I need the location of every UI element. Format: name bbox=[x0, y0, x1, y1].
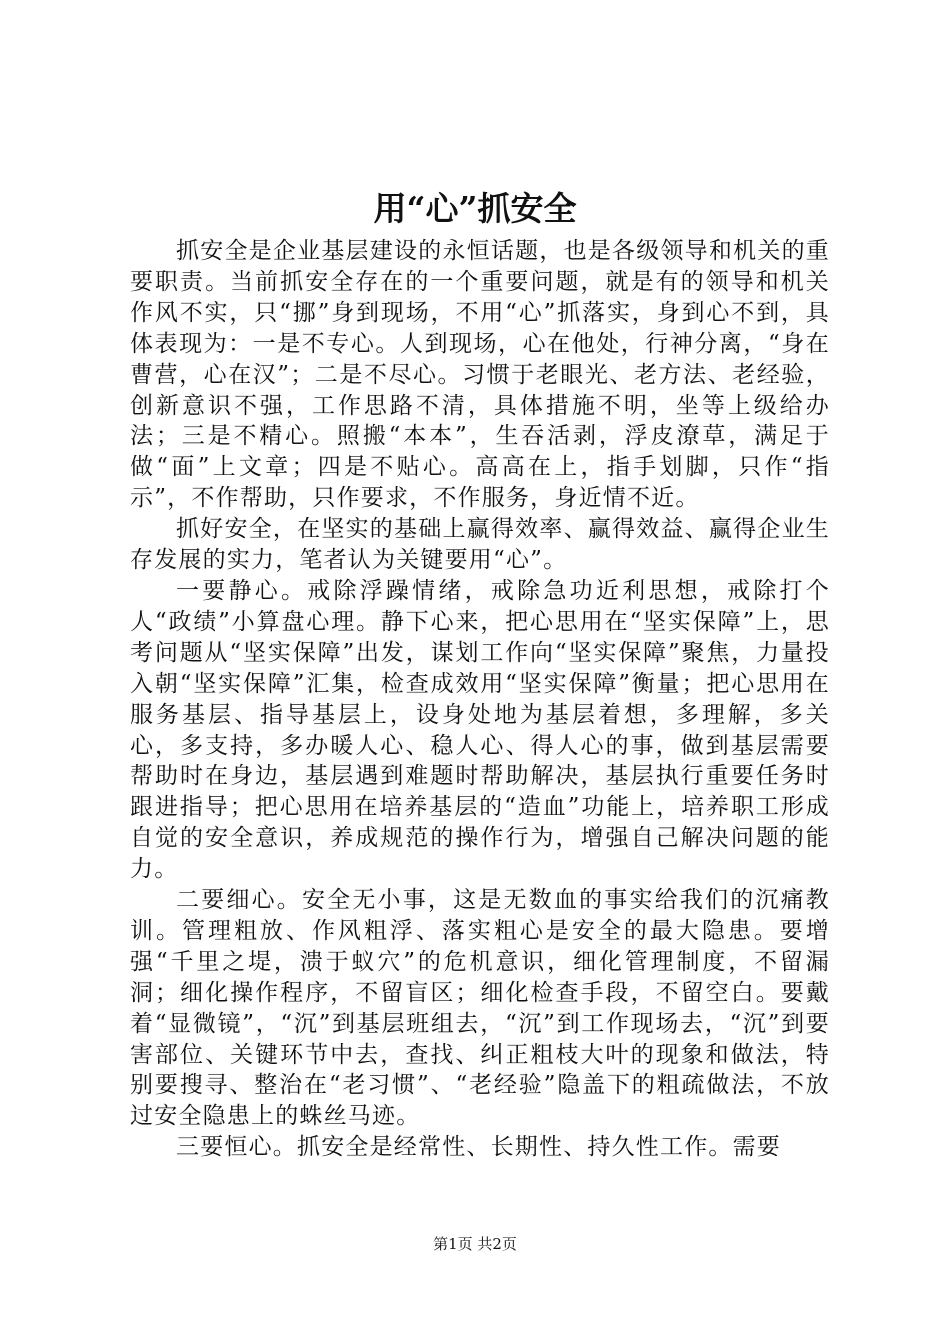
document-body bbox=[130, 236, 830, 1163]
paragraph-careful-mind: 二要细心。安全无小事，这是无数血的事实给我们的沉痛教训。管理粗放、作风粗浮、落实粗心是安全的最大隐患。要增强“千里之堤，溃于蚁穴”的危机意识，细化管理制度，不留漏洞；细化操作程序，不留盲区；细化检查手段，不留空白。要戴着“显微镜”，“沉”到基层班组去，“沉”到工作现场去，“沉”到要害部位、关键环节中去，查找、纠正粗枝大叶的现象和做法，特别要搜寻、整治在“老习惯”、“老经验”隐盖下的粗疏做法，不放过安全隐患上的蛛丝马迹。 bbox=[130, 887, 830, 1130]
paragraph-persistent-mind: 三要恒心。抓安全是经常性、长期性、持久性工作。需要 bbox=[176, 1134, 781, 1161]
paragraph-calm-mind: 一要静心。戒除浮躁情绪，戒除急功近利思想，戒除打个人“政绩”小算盘心理。静下心来，把心思用在“坚实保障”上，思考问题从“坚实保障”出发，谋划工作向“坚实保障”聚焦，力量投入朝“坚实保障”汇集，检查成效用“坚实保障”衡量；把心思用在服务基层、指导基层上，设身处地为基层着想，多理解，多关心，多支持，多办暖人心、稳人心、得人心的事，做到基层需要帮助时在身边，基层遇到难题时帮助解决，基层执行重要任务时跟进指导；把心思用在培养基层的“造血”功能上，培养职工形成自觉的安全意识，养成规范的操作行为，增强自己解决问题的能力。 bbox=[130, 577, 830, 883]
paragraph-thesis: 抓好安全，在坚实的基础上赢得效率、赢得效益、赢得企业生存发展的实力，笔者认为关键要用“心”。 bbox=[130, 516, 830, 574]
paragraph-intro: 抓安全是企业基层建设的永恒话题，也是各级领导和机关的重要职责。当前抓安全存在的一个重要问题，就是有的领导和机关作风不实，只“挪”身到现场，不用“心”抓落实，身到心不到，具体表现为：一是不专心。人到现场，心在他处，行神分离，“身在曹营，心在汉”；二是不尽心。习惯于老眼光、老方法、老经验，创新意识不强，工作思路不清，具体措施不明，坐等上级给办法；三是不精心。照搬“本本”，生吞活剥，浮皮潦草，满足于做“面”上文章；四是不贴心。高高在上，指手划脚，只作“指示”，不作帮助，只作要求，不作服务，身近情不近。 bbox=[130, 238, 830, 512]
page-footer: 第1页 共2页 bbox=[433, 1235, 517, 1253]
document-title: 用“心”抓安全 bbox=[373, 189, 577, 228]
